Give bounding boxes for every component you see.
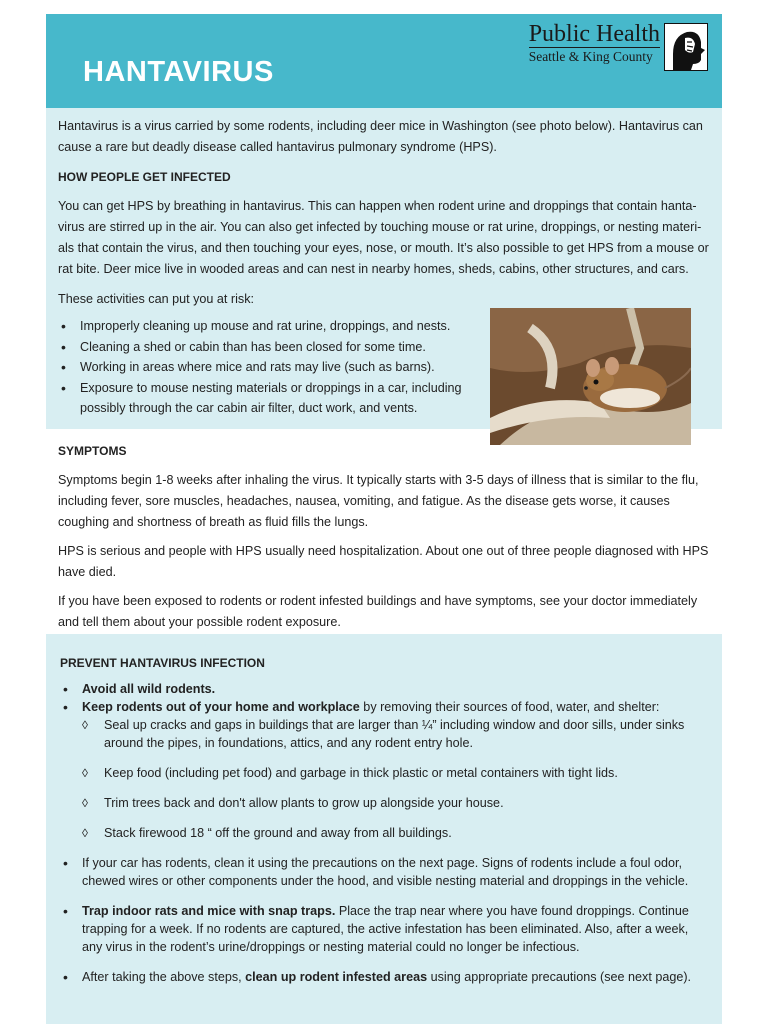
item-text: After taking the above steps, xyxy=(82,970,246,984)
prevent-section xyxy=(46,634,722,1024)
list-item: • Improperly cleaning up mouse and rat urine, droppings, and nests. xyxy=(58,316,478,337)
prevent-heading: PREVENT HANTAVIRUS INFECTION xyxy=(60,656,265,670)
infected-heading: HOW PEOPLE GET INFECTED xyxy=(58,170,231,184)
sub-list xyxy=(82,716,710,842)
item-text: Place the trap near where you have found droppings. Continue trapping for a week. If no rodents are captured, the active infestation has been eliminated. Also, after a week, any virus in the rodent’s urine/droppings or nesting material could no longer be infectious. xyxy=(82,904,689,954)
list-item xyxy=(60,968,710,986)
list-item xyxy=(60,902,710,956)
symptoms-paragraph-3: If you have been exposed to rodents or rodent infested buildings and have symptoms, see your doctor immediately and tell them about your possible rodent exposure. xyxy=(58,593,698,629)
list-item xyxy=(60,698,710,842)
risk-intro: These activities can put you at risk: xyxy=(58,292,254,306)
list-item xyxy=(60,680,710,698)
item-bold: Keep rodents out of your home and workplace xyxy=(82,700,360,714)
logo-subtitle: Seattle & King County xyxy=(529,47,660,65)
page-title: HANTAVIRUS xyxy=(83,56,274,88)
list-item: • Working in areas where mice and rats may live (such as barns). xyxy=(58,357,478,378)
symptoms-paragraph-1: Symptoms begin 1-8 weeks after inhaling the virus. It typically starts with 3-5 days of illness that is similar to the flu, including fever, sore muscles, headaches, nausea, vomiting, and fatigue. As the disease gets worse, it causes coughing and shortness of breath as fluid fills the lungs. xyxy=(58,472,699,529)
sub-item: ◊ Keep food (including pet food) and garbage in thick plastic or metal containers with tight lids. xyxy=(82,764,710,782)
list-item: • If your car has rodents, clean it using the precautions on the next page. Signs of rodents include a foul odor, chewed wires or other components under the hood, and visible nesting material and droppings in the vehicle. xyxy=(60,854,710,890)
infected-paragraph: You can get HPS by breathing in hantavirus. This can happen when rodent urine and droppings that contain hanta-virus are stirred up in the air. You can also get infected by touching mouse or rat urine, droppings, or nesting materi-als that contain the virus, and then touching your eyes, nose, or mouth. It’s also possible to get HPS from a mouse or rat bite. Deer mice live in wooded areas and can nest in nearby homes, sheds, cabins, other structures, and cars. xyxy=(58,199,709,276)
sub-item: ◊ Trim trees back and don't allow plants to grow up alongside your house. xyxy=(82,794,710,812)
item-text: by removing their sources of food, water, and shelter: xyxy=(359,700,660,714)
item-bold: Avoid all wild rodents. xyxy=(82,682,216,696)
sub-item: ◊ Stack firewood 18 “ off the ground and away from all buildings. xyxy=(82,824,710,842)
item-text: using appropriate precautions (see next page). xyxy=(427,970,692,984)
public-health-logo-icon xyxy=(664,23,708,71)
logo-text xyxy=(529,22,660,65)
document-page xyxy=(46,14,722,649)
prevent-list xyxy=(60,680,710,994)
symptoms-section xyxy=(46,429,722,649)
deer-mouse-photo xyxy=(490,308,691,445)
item-bold: Trap indoor rats and mice with snap traps. xyxy=(82,904,336,918)
sub-item: ◊ Seal up cracks and gaps in buildings that are larger than ¼” including window and door sills, under sinks around the pipes, in foundations, attics, and any rodent entry hole. xyxy=(82,716,710,752)
risk-list xyxy=(58,316,478,419)
symptoms-heading: SYMPTOMS xyxy=(58,443,127,458)
list-item: • Cleaning a shed or cabin than has been closed for some time. xyxy=(58,337,478,358)
logo-title: Public Health xyxy=(528,21,660,47)
list-item: • Exposure to mouse nesting materials or droppings in a car, including possibly through the car cabin air filter, duct work, and vents. xyxy=(58,378,478,419)
symptoms-paragraph-2: HPS is serious and people with HPS usually need hospitalization. About one out of three people diagnosed with HPS have died. xyxy=(58,543,709,579)
header-banner xyxy=(46,14,722,108)
intro-section xyxy=(46,108,722,429)
item-bold: clean up rodent infested areas xyxy=(245,970,428,984)
intro-paragraph: Hantavirus is a virus carried by some rodents, including deer mice in Washington (see photo below). Hantavirus can cause a rare but deadly disease called hantavirus pulmonary syndrome (HPS). xyxy=(58,119,703,154)
